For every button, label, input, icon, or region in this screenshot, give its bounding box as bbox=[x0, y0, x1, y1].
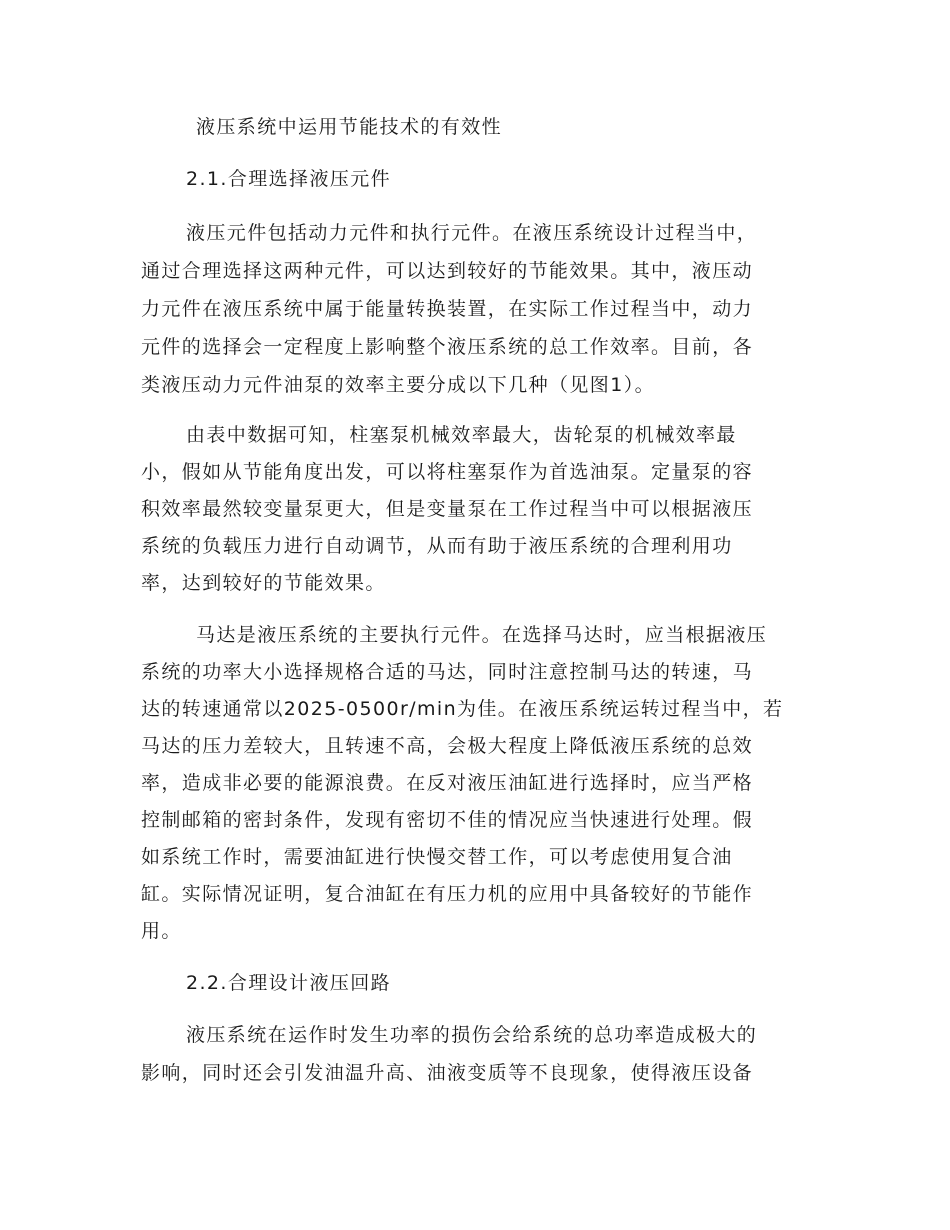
paragraph-line: 类液压动力元件油泵的效率主要分成以下几种（见图1）。 bbox=[141, 374, 655, 396]
paragraph-line: 用。 bbox=[141, 920, 182, 942]
paragraph-line: 液压系统在运作时发生功率的损伤会给系统的总功率造成极大的 bbox=[186, 1024, 758, 1046]
document-title: 液压系统中运用节能技术的有效性 bbox=[196, 116, 503, 138]
paragraph-line: 缸。实际情况证明，复合油缸在有压力机的应用中具备较好的节能作 bbox=[141, 883, 754, 905]
paragraph-line: 积效率最然较变量泵更大，但是变量泵在工作过程当中可以根据液压 bbox=[141, 498, 754, 520]
paragraph-line: 小，假如从节能角度出发，可以将柱塞泵作为首选油泵。定量泵的容 bbox=[141, 461, 754, 483]
paragraph-line: 率，造成非必要的能源浪费。在反对液压油缸进行选择时，应当严格 bbox=[141, 772, 754, 794]
paragraph-line: 率，达到较好的节能效果。 bbox=[141, 572, 386, 594]
paragraph-line: 系统的功率大小选择规格合适的马达，同时注意控制马达的转速，马 bbox=[141, 661, 754, 683]
paragraph-line: 由表中数据可知，柱塞泵机械效率最大，齿轮泵的机械效率最 bbox=[186, 424, 737, 446]
paragraph-line: 液压元件包括动力元件和执行元件。在液压系统设计过程当中， bbox=[186, 222, 758, 244]
paragraph-line: 元件的选择会一定程度上影响整个液压系统的总工作效率。目前，各 bbox=[141, 336, 754, 358]
paragraph-line: 影响，同时还会引发油温升高、油液变质等不良现象，使得液压设备 bbox=[141, 1062, 754, 1084]
paragraph-line: 控制邮箱的密封条件，发现有密切不佳的情况应当快速进行处理。假 bbox=[141, 809, 754, 831]
paragraph-line: 如系统工作时，需要油缸进行快慢交替工作，可以考虑使用复合油 bbox=[141, 846, 733, 868]
paragraph-line: 力元件在液压系统中属于能量转换装置，在实际工作过程当中，动力 bbox=[141, 298, 754, 320]
paragraph-line: 通过合理选择这两种元件，可以达到较好的节能效果。其中，液压动 bbox=[141, 260, 754, 282]
paragraph-line: 达的转速通常以2025-0500r/min为佳。在液压系统运转过程当中，若 bbox=[141, 698, 784, 720]
paragraph-line: 马达的压力差较大，且转速不高，会极大程度上降低液压系统的总效 bbox=[141, 735, 754, 757]
paragraph-line: 系统的负载压力进行自动调节，从而有助于液压系统的合理利用功 bbox=[141, 535, 733, 557]
paragraph-line: 马达是液压系统的主要执行元件。在选择马达时，应当根据液压 bbox=[196, 624, 768, 646]
section-heading: 2.2.合理设计液压回路 bbox=[186, 972, 392, 994]
section-heading: 2.1.合理选择液压元件 bbox=[186, 168, 392, 190]
